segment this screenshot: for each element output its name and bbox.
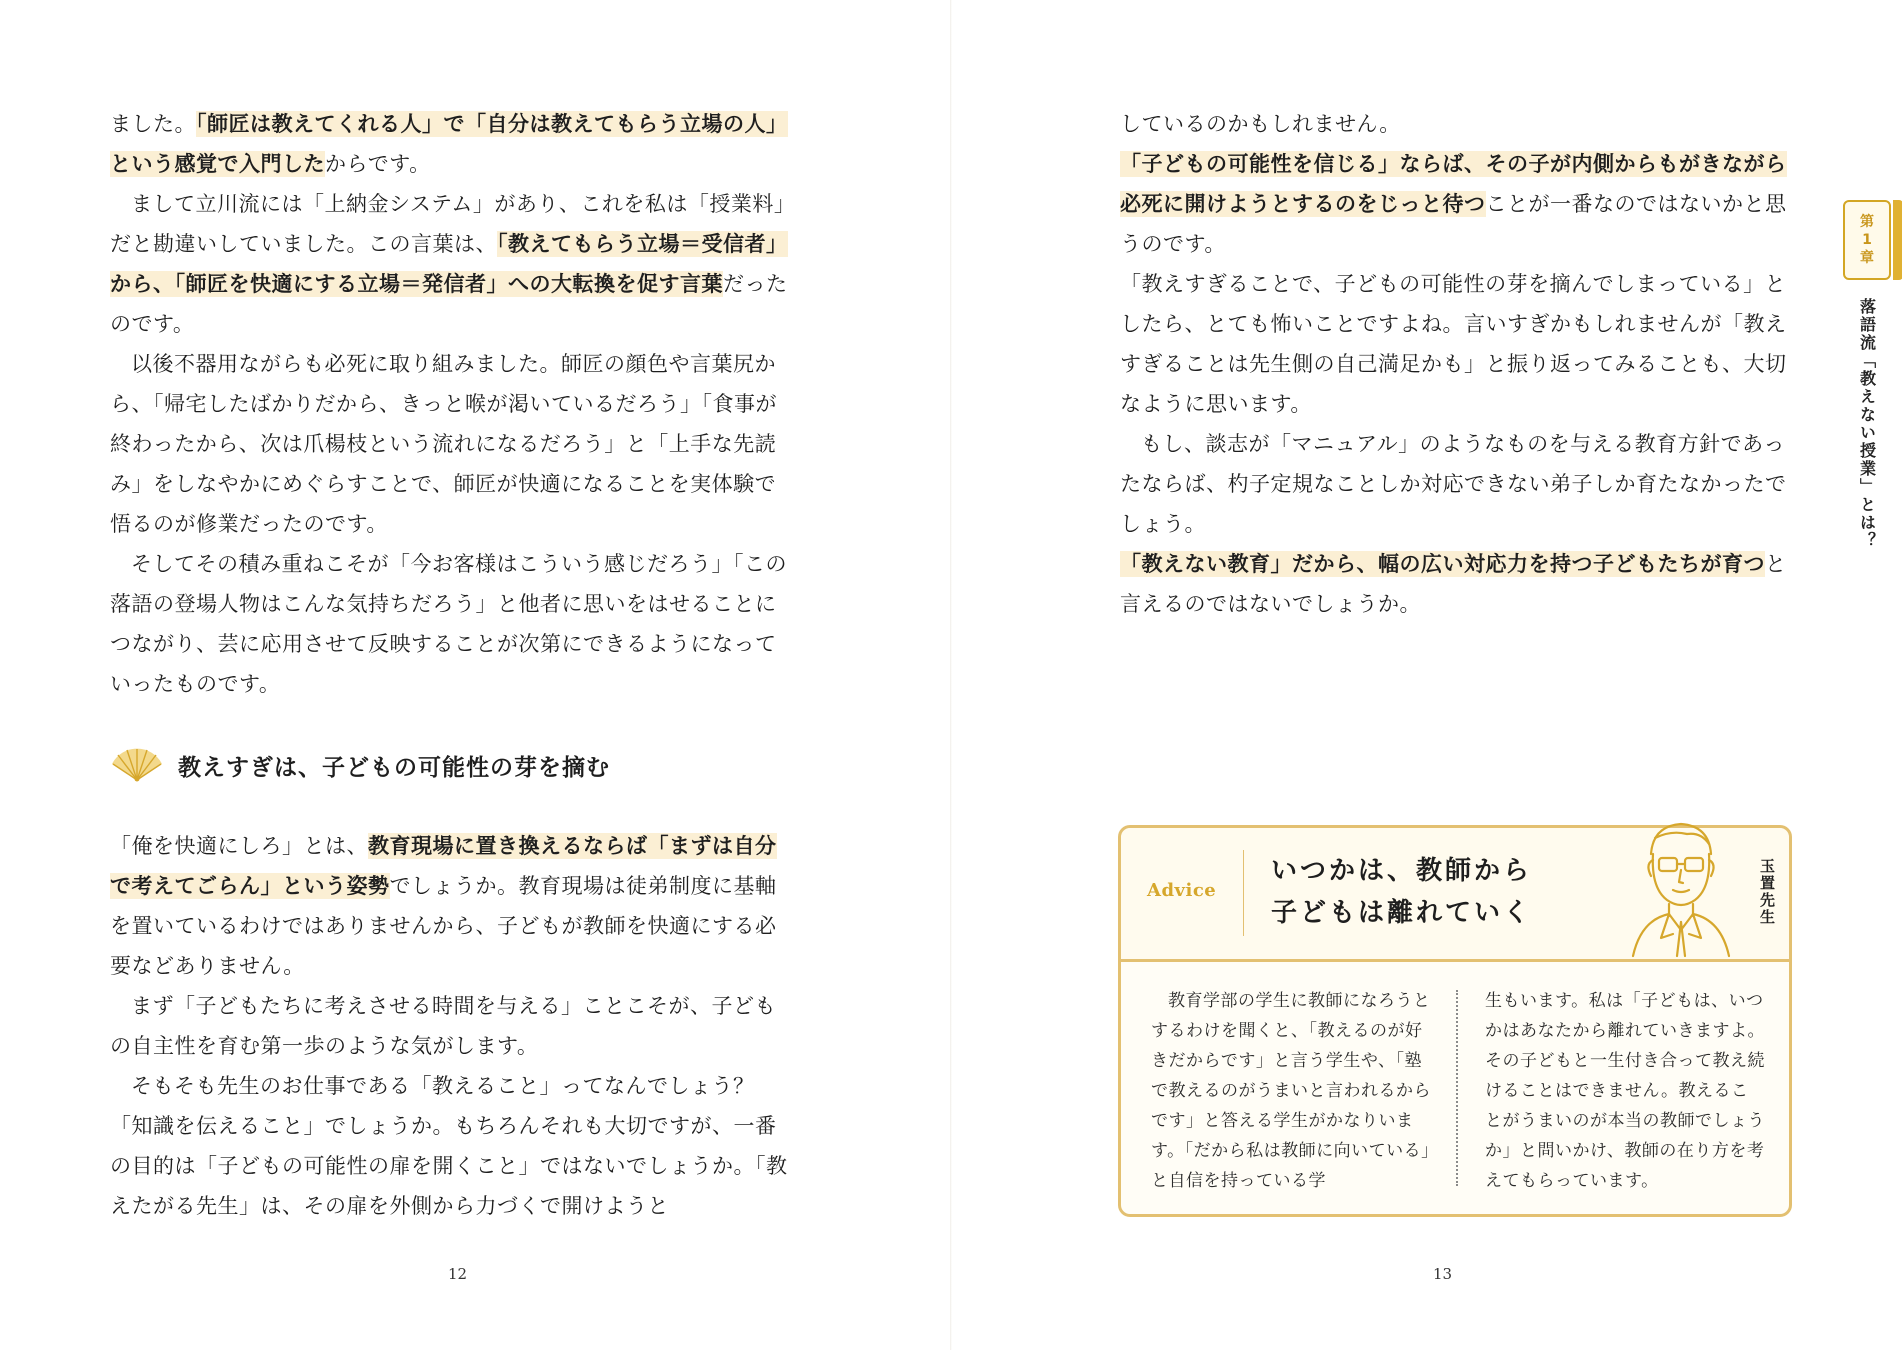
body-text-segment: でしょうか。教育現場は徒弟制度に基軸を置いているわけではありませんから、子どもが教師を快適にする必要などありません。: [110, 874, 777, 978]
advice-column-divider: [1456, 990, 1458, 1186]
body-text-segment: ました。: [110, 112, 196, 136]
body-text-segment: だったのです。: [110, 272, 788, 336]
teacher-name: 玉置先生: [1758, 858, 1776, 926]
right-page: [952, 0, 1902, 1350]
body-text-segment: ことが一番なのではないかと思うのです。: [1120, 192, 1787, 256]
paragraph: [110, 1066, 795, 1226]
body-text-segment: 「教えすぎることで、子どもの可能性の芽を摘んでしまっている」としたら、とても怖いことですよね。言いすぎかもしれませんが「教えすぎることは先生側の自己満足かも」と振り返ってみることも、大切なように思います。: [1120, 272, 1787, 416]
body-text-segment: 「俺を快適にしろ」とは、: [110, 834, 368, 858]
advice-heading-line1: いつかは、教師から: [1271, 856, 1533, 886]
body-text-segment: からです。: [325, 152, 431, 176]
advice-column-2: [1485, 986, 1765, 1196]
section-heading: [110, 748, 610, 782]
teacher-portrait-illustration: [1611, 808, 1751, 958]
paragraph: [110, 544, 795, 704]
paragraph: [110, 184, 795, 344]
paragraph: [1120, 144, 1800, 264]
paragraph: [110, 986, 795, 1066]
advice-column-2-text: 生もいます。私は「子どもは、いつかはあなたから離れていきますよ。その子どもと一生付き合って教え続けることはできません。教えることがうまいのが本当の教師でしょうか」と問いかけ、教師の在り方を考えてもらっています。: [1485, 991, 1765, 1191]
paragraph: [110, 826, 795, 986]
chapter-title: 落語流「教えない授業」とは？: [1857, 298, 1877, 550]
chapter-badge-top: 第: [1860, 214, 1874, 230]
chapter-badge-number: 1: [1862, 232, 1872, 248]
highlighted-text: 「教えない教育」だから、幅の広い対応力を持つ子どもたちが育つ: [1120, 552, 1765, 576]
paragraph: [1120, 424, 1800, 544]
advice-label: Advice: [1147, 880, 1217, 901]
fan-icon: [110, 748, 164, 782]
left-body-text: [110, 104, 795, 704]
body-text-segment: 以後不器用ながらも必死に取り組みました。師匠の顔色や言葉尻から、「帰宅したばかりだから、きっと喉が渇いているだろう」「食事が終わったから、次は爪楊枝という流れになるだろう」と「上手な先読み」をしなやかにめぐらすことで、師匠が快適になることを実体験で悟るのが修業だったのです。: [110, 352, 777, 536]
chapter-tab: [1840, 200, 1894, 550]
section-title: 教えすぎは、子どもの可能性の芽を摘む: [178, 754, 610, 781]
advice-heading: [1271, 850, 1571, 934]
highlighted-text: 教育現場に置き換えるならば「まずは自分で考えてごらん」という姿勢: [110, 834, 777, 898]
page-number-left: 12: [448, 1265, 468, 1283]
body-text-segment: と言えるのではないでしょうか。: [1120, 552, 1787, 616]
chapter-badge: [1843, 200, 1891, 280]
highlighted-text: 「教えてもらう立場＝受信者」から、「師匠を快適にする立場＝発信者」への大転換を促す言葉: [110, 232, 788, 296]
body-text-segment: しているのかもしれません。: [1120, 112, 1401, 136]
left-section-body: [110, 826, 795, 1226]
advice-header: [1121, 828, 1789, 962]
advice-heading-line2: 子どもは離れていく: [1271, 898, 1533, 928]
left-page: [0, 0, 950, 1350]
paragraph: [110, 344, 795, 544]
paragraph: [1120, 264, 1800, 424]
body-text-segment: まず「子どもたちに考えさせる時間を与える」ことこそが、子どもの自主性を育む第一歩のような気がします。: [110, 994, 776, 1058]
advice-column-1-text: 教育学部の学生に教師になろうとするわけを聞くと、「教えるのが好きだからです」と言う学生や、「塾で教えるのがうまいと言われるからです」と答える学生がかなりいます。「だから私は教師に向いている」と自信を持っている学: [1151, 991, 1431, 1191]
page-number-right: 13: [1433, 1265, 1453, 1283]
paragraph: [110, 104, 795, 184]
advice-divider: [1243, 850, 1244, 936]
body-text-segment: もし、談志が「マニュアル」のようなものを与える教育方針であったならば、杓子定規なことしか対応できない弟子しか育たなかったでしょう。: [1120, 432, 1787, 536]
right-body-text: [1120, 104, 1800, 624]
advice-box: [1118, 825, 1792, 1217]
body-text-segment: そしてその積み重ねこそが「今お客様はこういう感じだろう」「この落語の登場人物はこんな気持ちだろう」と他者に思いをはせることにつながり、芸に応用させて反映することが次第にできるようになっていったものです。: [110, 552, 787, 696]
body-text-segment: そもそも先生のお仕事である「教えること」ってなんでしょう？「知識を伝えること」でしょうか。もちろんそれも大切ですが、一番の目的は「子どもの可能性の扉を開くこと」ではないでしょうか。「教えたがる先生」は、その扉を外側から力づくで開けようと: [110, 1074, 788, 1218]
chapter-badge-bottom: 章: [1860, 250, 1874, 266]
highlighted-text: 「子どもの可能性を信じる」ならば、その子が内側からもがきながら必死に開けようとするのをじっと待つ: [1120, 152, 1787, 216]
paragraph: [1120, 544, 1800, 624]
body-text-segment: まして立川流には「上納金システム」があり、これを私は「授業料」だと勘違いしていました。この言葉は、: [110, 192, 785, 256]
paragraph: [1120, 104, 1800, 144]
highlighted-text: 「師匠は教えてくれる人」で「自分は教えてもらう立場の人」という感覚で入門した: [110, 112, 788, 176]
advice-column-1: [1151, 986, 1431, 1196]
